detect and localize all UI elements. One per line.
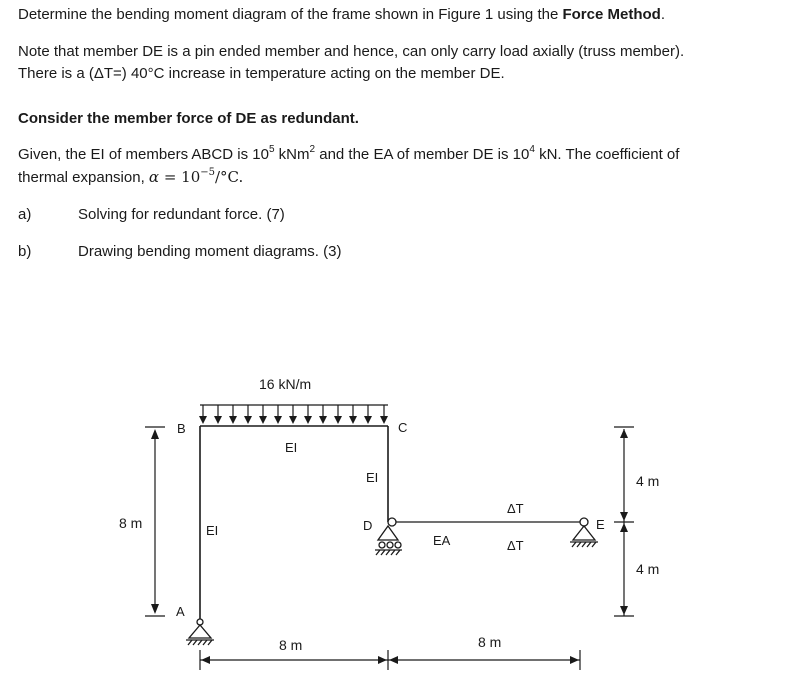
given-text-b: kNm xyxy=(274,146,310,163)
dimension-left-height xyxy=(145,427,165,616)
node-label-b: B xyxy=(177,421,186,436)
dimension-bottom-spans xyxy=(200,650,580,670)
thermal-equals: = 10 xyxy=(159,168,201,186)
force-method-bold: Force Method xyxy=(562,6,661,23)
given-text-c: and the EA of member DE is 10 xyxy=(315,146,530,163)
span-right-label: 8 m xyxy=(478,634,502,650)
thermal-text: thermal expansion, xyxy=(18,169,149,186)
given-text-d: kN. The coefficient of xyxy=(534,146,680,163)
dimension-right-height xyxy=(614,427,634,616)
node-label-a: A xyxy=(176,604,185,619)
node-label-d: D xyxy=(363,518,373,533)
distributed-load xyxy=(199,405,388,424)
task-text-b: Drawing bending moment diagrams. (3) xyxy=(78,243,342,260)
given-exp-1: 5 xyxy=(268,144,275,155)
height-left-label: 8 m xyxy=(119,515,143,531)
span-left-label: 8 m xyxy=(279,637,303,653)
thermal-exponent: −5 xyxy=(200,167,215,178)
delta-t-bottom: ΔT xyxy=(507,538,524,553)
alpha-symbol: α xyxy=(148,168,160,186)
height-right-top-label: 4 m xyxy=(636,473,660,489)
node-label-e: E xyxy=(596,517,605,532)
roller-support-d xyxy=(375,518,402,555)
given-exp-3: 4 xyxy=(529,144,535,155)
given-text-a: Given, the EI of members ABCD is 10 xyxy=(18,146,269,163)
load-label: 16 kN/m xyxy=(259,376,312,392)
node-label-c: C xyxy=(398,420,408,435)
given-exp-2: 2 xyxy=(309,144,316,155)
statement-end: . xyxy=(660,6,665,23)
pin-support-a xyxy=(186,619,214,645)
task-marker-b: b) xyxy=(18,243,32,260)
delta-t-top: ΔT xyxy=(507,501,524,516)
ei-label-bc: EI xyxy=(285,440,298,455)
redundant-instruction: Consider the member force of DE as redundant. xyxy=(18,110,359,127)
task-text-a: Solving for redundant force. (7) xyxy=(78,206,285,223)
ei-label-ab: EI xyxy=(206,523,219,538)
thermal-unit: /°C. xyxy=(215,168,244,186)
note-line-1: Note that member DE is a pin ended member and hence, can only carry load axially (truss member). xyxy=(18,43,685,60)
ea-label-de: EA xyxy=(433,533,451,548)
ei-label-cd: EI xyxy=(366,470,379,485)
height-right-bottom-label: 4 m xyxy=(636,561,660,577)
task-marker-a: a) xyxy=(18,206,32,223)
statement-text: Determine the bending moment diagram of the frame shown in Figure 1 using the xyxy=(18,6,563,23)
note-line-2: There is a (ΔT=) 40°C increase in temperature acting on the member DE. xyxy=(18,65,505,82)
